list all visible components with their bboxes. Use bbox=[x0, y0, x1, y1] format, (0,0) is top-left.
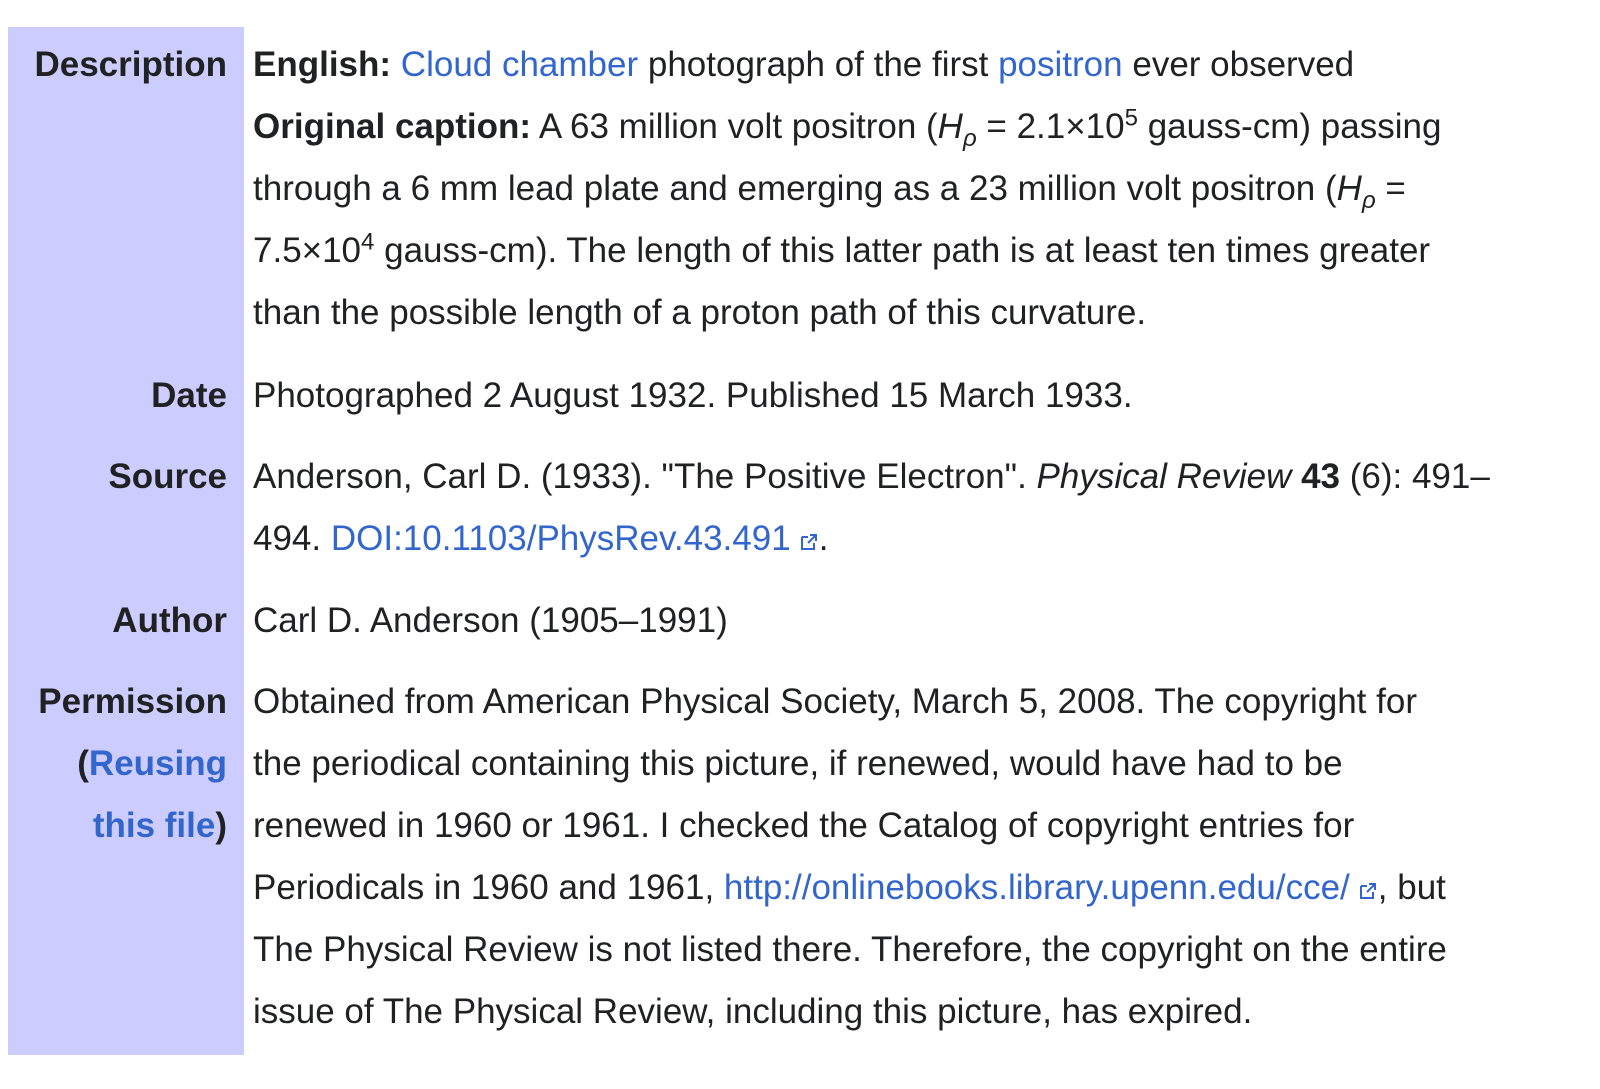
file-info-table bbox=[8, 27, 1600, 1055]
date-label: Date bbox=[151, 376, 227, 415]
volume-number: 43 bbox=[1301, 457, 1341, 496]
permission-text: renewed in 1960 or 1961. I checked the Catalog of copyright entries for bbox=[253, 806, 1355, 845]
source-text: (6): 491– bbox=[1340, 457, 1490, 496]
description-value bbox=[253, 34, 1563, 344]
source-value bbox=[253, 446, 1600, 570]
language-label: English: bbox=[253, 45, 392, 84]
caption-text: 7.5×10 bbox=[253, 231, 362, 270]
rho-subscript: ρ bbox=[962, 125, 977, 152]
reusing-this-file-link[interactable]: this file bbox=[92, 806, 216, 845]
external-link-icon bbox=[1358, 881, 1378, 901]
original-caption-label: Original caption: bbox=[253, 107, 532, 146]
external-link-icon bbox=[799, 532, 819, 552]
author-value bbox=[253, 590, 1563, 652]
description-label: Description bbox=[34, 45, 227, 84]
caption-text: than the possible length of a proton path of this curvature. bbox=[253, 293, 1147, 332]
date-text: Photographed 2 August 1932. Published 15 March 1933. bbox=[253, 376, 1133, 415]
exponent: 5 bbox=[1124, 104, 1138, 132]
source-text: 494. bbox=[253, 519, 331, 558]
label-column bbox=[8, 27, 244, 1055]
author-label: Author bbox=[112, 601, 227, 640]
doi-link[interactable]: DOI:10.1103/PhysRev.43.491 bbox=[330, 519, 791, 558]
description-text: ever observed bbox=[1122, 45, 1355, 84]
journal-name: Physical Review bbox=[1036, 457, 1292, 496]
exponent: 4 bbox=[361, 228, 375, 256]
source-text: . bbox=[818, 519, 829, 558]
h-symbol: H bbox=[937, 107, 963, 146]
permission-text: issue of The Physical Review, including this picture, has expired. bbox=[253, 992, 1253, 1031]
permission-label bbox=[8, 671, 227, 857]
permission-text: Obtained from American Physical Society, March 5, 2008. The copyright for bbox=[253, 682, 1417, 721]
description-text: photograph of the first bbox=[638, 45, 999, 84]
onlinebooks-link[interactable]: http://onlinebooks.library.upenn.edu/cce/ bbox=[723, 868, 1350, 907]
caption-text: = bbox=[1375, 169, 1406, 208]
permission-value bbox=[253, 671, 1600, 1043]
caption-text: = 2.1×10 bbox=[976, 107, 1125, 146]
caption-text: A 63 million volt positron ( bbox=[531, 107, 938, 146]
date-value bbox=[253, 365, 1563, 427]
author-text: Carl D. Anderson (1905–1991) bbox=[253, 601, 728, 640]
source-text: Anderson, Carl D. (1933). "The Positive Electron". bbox=[253, 457, 1037, 496]
paren: ( bbox=[77, 744, 89, 783]
permission-text: , but bbox=[1377, 868, 1446, 907]
permission-title: Permission bbox=[38, 682, 227, 721]
reusing-this-file-link[interactable]: Reusing bbox=[88, 744, 227, 783]
permission-text: Periodicals in 1960 and 1961, bbox=[253, 868, 724, 907]
paren: ) bbox=[215, 806, 227, 845]
permission-text: The Physical Review is not listed there. Therefore, the copyright on the entire bbox=[253, 930, 1447, 969]
cloud-chamber-link[interactable]: Cloud chamber bbox=[400, 45, 639, 84]
rho-subscript: ρ bbox=[1361, 187, 1376, 214]
source-label: Source bbox=[108, 457, 227, 496]
caption-text: through a 6 mm lead plate and emerging as a 23 million volt positron ( bbox=[253, 169, 1337, 208]
permission-text: the periodical containing this picture, if renewed, would have had to be bbox=[253, 744, 1343, 783]
caption-text: gauss-cm). The length of this latter path is at least ten times greater bbox=[374, 231, 1431, 270]
h-symbol: H bbox=[1336, 169, 1362, 208]
positron-link[interactable]: positron bbox=[998, 45, 1123, 84]
caption-text: gauss-cm) passing bbox=[1137, 107, 1442, 146]
